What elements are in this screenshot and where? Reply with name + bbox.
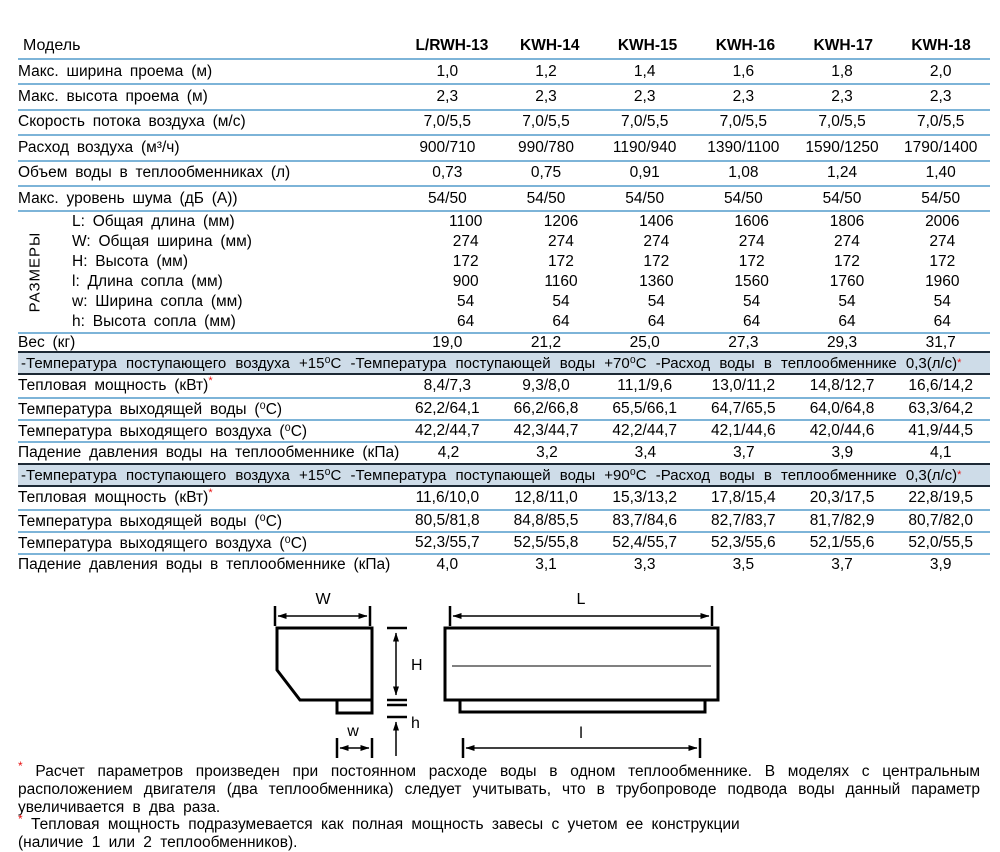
cell-value: 52,4/55,7 — [612, 534, 677, 552]
cell-value: 274 — [929, 233, 956, 251]
table-row — [18, 160, 990, 185]
cell-value: 27,3 — [728, 333, 759, 351]
spec-table — [18, 34, 990, 575]
cell-value: 1790/1400 — [904, 138, 978, 156]
cell-value: 0,73 — [432, 164, 463, 182]
cell-value: 274 — [834, 233, 860, 251]
cell-value: 3,4 — [634, 444, 657, 462]
cell-value: 54 — [647, 293, 665, 311]
footnote-asterisk: * — [208, 375, 213, 388]
footnote-text: Тепловая мощность подразумевается как полная мощность завесы с учетом ее конструкции — [30, 816, 740, 834]
cell-value: 64 — [457, 313, 475, 331]
cell-value: 66,2/66,8 — [513, 400, 579, 418]
cell-value: 1,40 — [925, 164, 956, 182]
cell-value: 54/50 — [625, 189, 665, 207]
row-label: Скорость потока воздуха (м/с) — [18, 113, 246, 131]
cell-value: 17,8/15,4 — [711, 489, 776, 507]
row-label: h: Высота сопла (мм) — [72, 313, 236, 331]
cell-value: 1,4 — [633, 62, 656, 80]
table-row — [18, 553, 990, 575]
cell-value: 54 — [552, 293, 570, 311]
cell-value: 7,0/5,5 — [818, 113, 866, 131]
cell-value: 4,0 — [436, 556, 459, 574]
footnote-line — [18, 812, 980, 834]
cell-value: 7,0/5,5 — [423, 113, 472, 131]
cell-value: 7,0/5,5 — [620, 113, 669, 131]
cell-value: 62,2/64,1 — [415, 400, 480, 418]
cell-value: 52,5/55,8 — [513, 534, 579, 552]
cell-value: 2,3 — [929, 88, 952, 106]
cell-value: 54/50 — [526, 189, 566, 207]
table-row — [18, 185, 990, 210]
dim-label-l: l — [579, 725, 583, 742]
table-row — [52, 272, 990, 292]
cell-value: 25,0 — [629, 333, 660, 351]
cell-value: 52,3/55,7 — [415, 534, 480, 552]
cell-value: 1,8 — [831, 62, 853, 80]
cell-value: 1406 — [639, 213, 674, 231]
cell-value: 2006 — [925, 213, 960, 231]
row-label: Температура выходящего воздуха (⁰С) — [18, 534, 308, 552]
row-label: Вес (кг) — [18, 333, 76, 351]
cell-value: 1360 — [639, 273, 674, 291]
table-row — [18, 109, 990, 134]
cell-value: 2,3 — [535, 88, 557, 106]
cell-value: 1806 — [829, 213, 865, 231]
cell-value: 42,1/44,6 — [711, 422, 776, 440]
cell-value: 12,8/11,0 — [514, 489, 578, 507]
cell-value: 64 — [552, 313, 570, 331]
cell-value: L/RWH-13 — [415, 37, 489, 54]
cell-value: 19,0 — [432, 333, 463, 351]
cell-value: 42,2/44,7 — [612, 422, 677, 440]
table-row — [52, 292, 990, 312]
cell-value: 42,3/44,7 — [513, 422, 579, 440]
row-label: Температура выходящей воды (⁰С) — [18, 512, 283, 530]
cell-value: KWH-17 — [813, 37, 873, 54]
cell-value: 64 — [838, 313, 856, 331]
cell-value: KWH-18 — [911, 37, 971, 54]
cell-value: 1,24 — [826, 164, 858, 182]
cell-value: 8,4/7,3 — [423, 377, 472, 395]
cell-value: 11,6/10,0 — [415, 489, 480, 507]
cell-value: 3,1 — [535, 556, 557, 574]
row-label: Температура выходящей воды (⁰С) — [18, 400, 283, 418]
cell-value: 274 — [738, 233, 765, 251]
cell-value: 54 — [838, 293, 856, 311]
dimensions-group — [18, 212, 52, 332]
cell-value: 1190/940 — [612, 138, 677, 156]
footnote-text: (наличие 1 или 2 теплообменников). — [18, 834, 298, 852]
cell-value: 80,5/81,8 — [415, 512, 480, 530]
cell-value: 2,0 — [929, 62, 952, 80]
cell-value: 15,3/13,2 — [612, 489, 677, 507]
cell-value: 16,6/14,2 — [908, 377, 974, 395]
cell-value: 3,2 — [536, 444, 558, 462]
cell-value: 81,7/82,9 — [809, 512, 875, 530]
cell-value: 3,9 — [831, 444, 854, 462]
cell-value: 54/50 — [822, 189, 862, 207]
table-row — [18, 332, 990, 351]
cell-value: 172 — [452, 253, 479, 271]
footnote-asterisk: * — [18, 812, 23, 827]
cell-value: 54/50 — [921, 189, 961, 207]
cell-value: 172 — [738, 253, 765, 271]
row-label: Объем воды в теплообменниках (л) — [18, 164, 291, 182]
cell-value: 1590/1250 — [805, 138, 879, 156]
cell-value: 3,5 — [732, 556, 755, 574]
row-label: Макс. ширина проема (м) — [18, 62, 213, 80]
cell-value: 54 — [743, 293, 761, 311]
row-label: Падение давления воды в теплообменнике (кПа) — [18, 556, 391, 574]
cell-value: 3,9 — [929, 556, 952, 574]
cell-value: 52,0/55,5 — [908, 534, 974, 552]
cell-value: 29,3 — [826, 333, 858, 351]
table-row — [52, 212, 990, 232]
conditions-text: -Температура поступающего воздуха +15⁰С -Температура поступающей воды +70⁰С -Расход воды в теплообменнике 0,3(л/с) — [21, 355, 958, 373]
cell-value: 1560 — [734, 273, 769, 291]
cell-value: 1,2 — [535, 62, 557, 80]
dim-label-H: H — [411, 657, 423, 674]
cell-value: 0,91 — [629, 164, 660, 182]
row-label: Падение давления воды на теплообменнике (кПа) — [18, 444, 400, 462]
cell-value: 2,3 — [732, 88, 755, 106]
row-label: Модель — [23, 37, 81, 54]
footnote-asterisk: * — [18, 758, 23, 773]
table-row — [18, 441, 990, 463]
row-label: l: Длина сопла (мм) — [72, 273, 223, 291]
table-row — [18, 58, 990, 83]
footnote-line — [18, 781, 980, 799]
cell-value: 3,3 — [633, 556, 656, 574]
cell-value: 64 — [647, 313, 665, 331]
table-header — [18, 34, 990, 58]
cell-value: 172 — [929, 253, 956, 271]
cell-value: 2,3 — [831, 88, 853, 106]
cell-value: 64 — [933, 313, 951, 331]
cell-value: 172 — [548, 253, 574, 271]
cell-value: 11,1/9,6 — [617, 377, 673, 395]
cell-value: 54/50 — [723, 189, 763, 207]
footnote-line — [18, 799, 980, 817]
table-row — [18, 134, 990, 159]
cell-value: 9,3/8,0 — [522, 377, 570, 395]
footnote-line — [18, 834, 980, 852]
table-row — [52, 232, 990, 252]
cell-value: 1606 — [734, 213, 769, 231]
section-70-rows — [18, 375, 990, 463]
cell-value: 1206 — [543, 213, 579, 231]
row-label: Расход воздуха (м³/ч) — [18, 138, 180, 156]
cell-value: 83,7/84,6 — [612, 512, 677, 530]
cell-value: 52,1/55,6 — [809, 534, 875, 552]
cell-value: 52,3/55,6 — [711, 534, 776, 552]
cell-value: 42,0/44,6 — [809, 422, 875, 440]
dimensions-block — [18, 210, 990, 332]
footnote-text: расположением двигателя (два теплообменника) следует учитывать, что в трубопроводе подвода воды данный параметр — [18, 780, 980, 798]
general-rows — [18, 58, 990, 210]
cell-value: 1,08 — [728, 164, 759, 182]
cell-value: KWH-16 — [715, 37, 776, 54]
conditions-text: -Температура поступающего воздуха +15⁰С -Температура поступающей воды +90⁰С -Расход воды в теплообменнике 0,3(л/с) — [21, 467, 958, 485]
cell-value: 4,1 — [929, 444, 952, 462]
row-label: L: Общая длина (мм) — [72, 213, 235, 231]
cell-value: 7,0/5,5 — [522, 113, 570, 131]
cell-value: 274 — [452, 233, 479, 251]
cell-value: 20,3/17,5 — [809, 489, 875, 507]
table-row — [18, 34, 990, 58]
cell-value: 900/710 — [419, 138, 476, 156]
dim-label-W: W — [315, 591, 331, 608]
cell-value: 2,3 — [633, 88, 656, 106]
cell-value: KWH-14 — [520, 37, 580, 54]
cell-value: 14,8/12,7 — [809, 377, 875, 395]
cell-value: 63,3/64,2 — [908, 400, 974, 418]
cell-value: 31,7 — [925, 333, 956, 351]
dim-label-L: L — [576, 591, 586, 608]
cell-value: 64,0/64,8 — [809, 400, 875, 418]
weight-row — [18, 332, 990, 351]
cell-value: 1160 — [544, 273, 578, 291]
cell-value: 54 — [457, 293, 475, 311]
cell-value: 64,7/65,5 — [711, 400, 776, 418]
cell-value: 274 — [548, 233, 574, 251]
row-label: Температура выходящего воздуха (⁰С) — [18, 422, 308, 440]
cell-value: 1760 — [829, 273, 865, 291]
footnote-asterisk: * — [208, 487, 213, 500]
footnotes — [18, 758, 980, 852]
table-row — [52, 312, 990, 332]
cell-value: 1100 — [448, 213, 483, 231]
cell-value: 1,0 — [436, 62, 459, 80]
row-label: H: Высота (мм) — [72, 253, 188, 271]
conditions-band-90: -Температура поступающего воздуха +15⁰С -Температура поступающей воды +90⁰С -Расход воды в теплообменнике 0,3(л/с) * — [18, 463, 990, 487]
dim-label-h: h — [411, 715, 420, 732]
cell-value: 2,3 — [436, 88, 459, 106]
cell-value: 54 — [933, 293, 951, 311]
row-label: Тепловая мощность (кВт)* — [18, 375, 213, 395]
cell-value: 42,2/44,7 — [415, 422, 480, 440]
conditions-band-70: -Температура поступающего воздуха +15⁰С -Температура поступающей воды +70⁰С -Расход воды в теплообменнике 0,3(л/с) * — [18, 351, 990, 375]
cell-value: 22,8/19,5 — [908, 489, 974, 507]
row-label: Макс. уровень шума (дБ (А)) — [18, 189, 238, 207]
cell-value: 1390/1100 — [707, 138, 780, 156]
side-view — [275, 606, 407, 758]
cell-value: 3,7 — [733, 444, 755, 462]
table-row — [18, 419, 990, 441]
cell-value: 1,6 — [732, 62, 755, 80]
cell-value: 21,2 — [530, 333, 562, 351]
footnote-line — [18, 758, 980, 781]
table-row — [18, 375, 990, 397]
cell-value: KWH-15 — [617, 37, 678, 54]
cell-value: 3,7 — [831, 556, 853, 574]
cell-value: 80,7/82,0 — [908, 512, 974, 530]
table-row — [18, 397, 990, 419]
dimension-rows — [52, 212, 990, 332]
footnote-text: Расчет параметров произведен при постоянном расходе воды в одном теплообменнике. В моделях с центральным — [35, 763, 980, 780]
table-row — [18, 83, 990, 108]
cell-value: 274 — [643, 233, 670, 251]
cell-value: 172 — [643, 253, 670, 271]
cell-value: 990/780 — [517, 138, 575, 156]
cell-value: 172 — [834, 253, 860, 271]
dimensions-group-label: РАЗМЕРЫ — [26, 232, 44, 313]
cell-value: 13,0/11,2 — [711, 377, 776, 395]
cell-value: 84,8/85,5 — [513, 512, 579, 530]
cell-value: 4,2 — [437, 444, 460, 462]
cell-value: 41,9/44,5 — [908, 422, 974, 440]
row-label: w: Ширина сопла (мм) — [72, 293, 243, 311]
cell-value: 64 — [743, 313, 761, 331]
cell-value: 1960 — [925, 273, 960, 291]
row-label: W: Общая ширина (мм) — [72, 233, 252, 251]
table-row — [18, 487, 990, 509]
table-row — [18, 509, 990, 531]
cell-value: 7,0/5,5 — [719, 113, 768, 131]
section-90-rows — [18, 487, 990, 575]
cell-value: 54/50 — [427, 189, 467, 207]
dimensions-diagram — [235, 588, 745, 766]
cell-value: 7,0/5,5 — [916, 113, 965, 131]
footnote-text: увеличивается в два раза. — [18, 798, 221, 816]
cell-value: 82,7/83,7 — [711, 512, 776, 530]
cell-value: 65,5/66,1 — [612, 400, 677, 418]
cell-value: 900 — [452, 273, 479, 291]
table-row — [52, 252, 990, 272]
table-row — [18, 531, 990, 553]
dim-label-w: w — [347, 723, 359, 740]
cell-value: 0,75 — [530, 164, 562, 182]
row-label: Тепловая мощность (кВт)* — [18, 487, 213, 507]
row-label: Макс. высота проема (м) — [18, 88, 208, 106]
